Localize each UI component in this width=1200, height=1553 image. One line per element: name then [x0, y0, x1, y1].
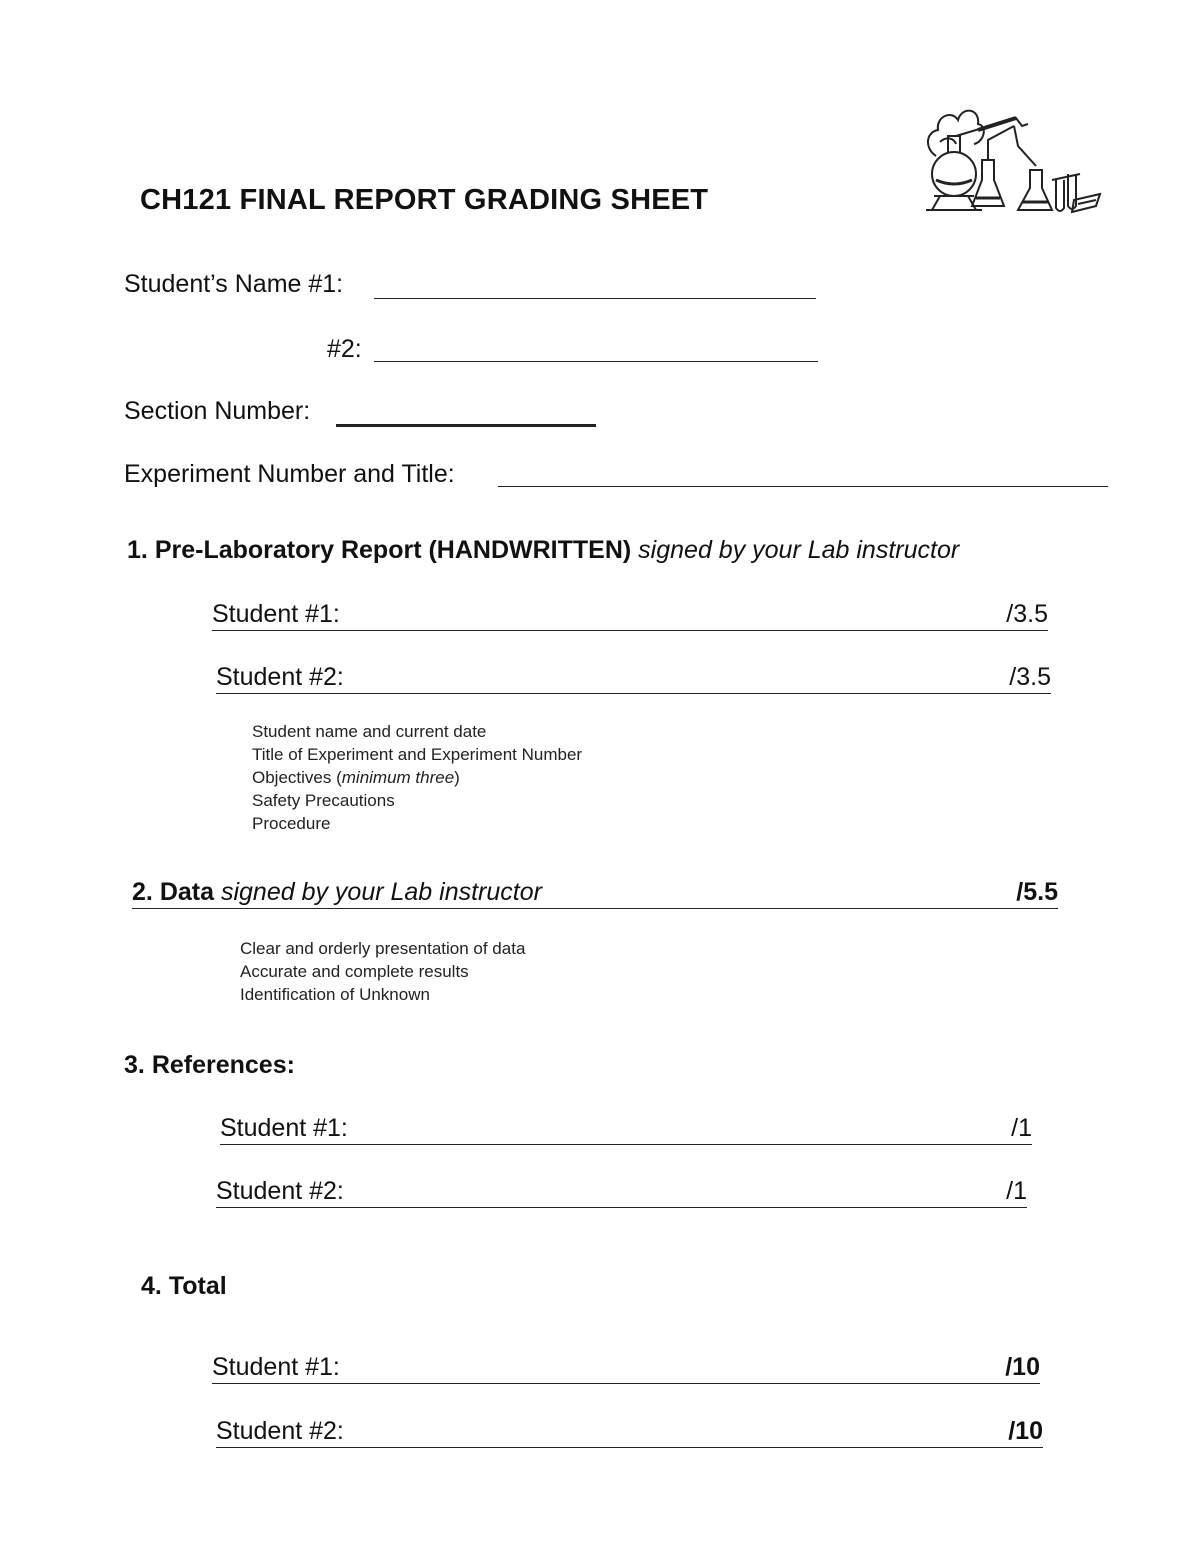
list-item: Safety Precautions — [252, 791, 395, 810]
section-4-title: Total — [168, 1272, 227, 1300]
list-item: Clear and orderly presentation of data — [240, 939, 526, 958]
section-1-student-1-row[interactable] — [212, 600, 1048, 631]
list-item: Accurate and complete results — [240, 962, 469, 981]
section-2-subtitle: signed by your Lab instructor — [220, 878, 542, 906]
section-2-points: /5.5 — [1016, 878, 1058, 906]
section-4-student-2-row[interactable] — [216, 1417, 1043, 1448]
section-1-number: 1. — [127, 536, 148, 564]
row-points: /10 — [1005, 1353, 1040, 1381]
section-number-field[interactable] — [336, 424, 596, 427]
page-title: CH121 FINAL REPORT GRADING SHEET — [140, 184, 709, 216]
list-item-text: ) — [454, 768, 460, 787]
row-points: /1 — [1006, 1177, 1027, 1205]
section-1-student-2-row[interactable] — [216, 663, 1051, 694]
list-item: Title of Experiment and Experiment Number — [252, 745, 583, 764]
section-1-heading — [127, 536, 959, 565]
section-3-number: 3. — [124, 1051, 145, 1079]
section-2-heading-row[interactable] — [132, 878, 1058, 909]
section-3-heading — [124, 1051, 295, 1080]
list-item-text: Objectives ( — [252, 768, 342, 787]
list-item: Student name and current date — [252, 722, 487, 741]
row-label: Student #2: — [216, 1177, 344, 1205]
section-2-title: Data — [159, 878, 214, 906]
section-4-number: 4. — [141, 1272, 162, 1300]
experiment-title-field[interactable] — [498, 486, 1108, 487]
section-1-subtitle: signed by your Lab instructor — [638, 536, 960, 564]
row-points: /3.5 — [1006, 600, 1048, 628]
section-3-student-2-row[interactable] — [216, 1177, 1027, 1208]
experiment-title-label: Experiment Number and Title: — [124, 460, 455, 488]
row-label: Student #1: — [212, 1353, 340, 1381]
list-item-emphasis: minimum three — [341, 768, 455, 787]
section-2-criteria-list — [240, 937, 525, 1006]
section-1-title: Pre-Laboratory Report (HANDWRITTEN) — [154, 536, 632, 564]
chemistry-lab-apparatus-icon — [918, 96, 1102, 218]
student-name-1-field[interactable] — [374, 298, 816, 299]
section-number-label: Section Number: — [124, 397, 311, 425]
list-item: Identification of Unknown — [240, 985, 430, 1004]
row-label: Student #2: — [216, 1417, 344, 1445]
student-name-1-label: Student’s Name #1: — [124, 270, 344, 298]
row-points: /10 — [1008, 1417, 1043, 1445]
row-label: Student #2: — [216, 663, 344, 691]
section-4-student-1-row[interactable] — [212, 1353, 1040, 1384]
row-label: Student #1: — [212, 600, 340, 628]
list-item: Procedure — [252, 814, 331, 833]
row-points: /1 — [1011, 1114, 1032, 1142]
section-1-criteria-list — [252, 720, 582, 835]
row-label: Student #1: — [220, 1114, 348, 1142]
section-3-student-1-row[interactable] — [220, 1114, 1032, 1145]
row-points: /3.5 — [1009, 663, 1051, 691]
list-item — [252, 766, 582, 789]
student-name-2-label: #2: — [327, 335, 362, 363]
section-2-heading — [132, 878, 542, 907]
section-4-heading — [141, 1272, 227, 1301]
section-2-number: 2. — [132, 878, 153, 906]
student-name-2-field[interactable] — [374, 361, 818, 362]
section-3-title: References: — [151, 1051, 295, 1079]
